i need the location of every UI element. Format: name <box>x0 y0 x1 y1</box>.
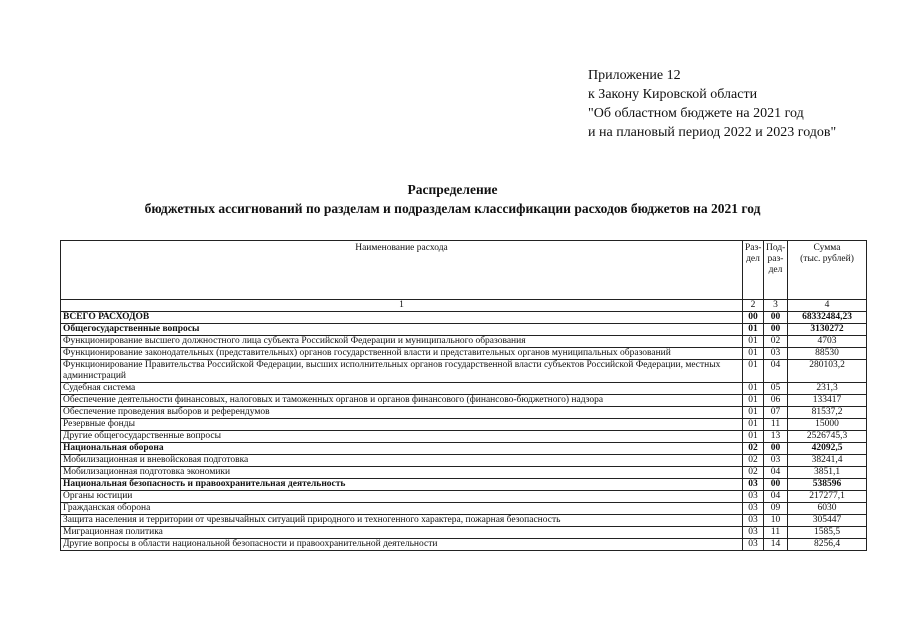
row-name-cell: ВСЕГО РАСХОДОВ <box>61 312 743 324</box>
row-sum-cell: 38241,4 <box>788 455 867 467</box>
row-name-cell: Обеспечение деятельности финансовых, налоговых и таможенных органов и органов финансового (финансово-бюджетного) надзора <box>61 395 743 407</box>
table-row <box>61 419 867 431</box>
row-name-cell: Другие общегосударственные вопросы <box>61 431 743 443</box>
row-name-cell: Функционирование Правительства Российской Федерации, высших исполнительных органов государственной власти субъектов Российской Федерации, местных администраций <box>61 360 743 383</box>
row-razdel-cell: 01 <box>743 383 764 395</box>
row-razdel-cell: 03 <box>743 515 764 527</box>
row-razdel-cell: 02 <box>743 467 764 479</box>
document-title <box>0 180 905 218</box>
row-podrazdel-cell: 14 <box>764 539 788 551</box>
appendix-line: "Об областном бюджете на 2021 год <box>588 106 804 121</box>
table-row <box>61 360 867 383</box>
table-row <box>61 431 867 443</box>
row-name-cell: Гражданская оборона <box>61 503 743 515</box>
row-razdel-cell: 01 <box>743 407 764 419</box>
row-name-cell: Национальная безопасность и правоохранительная деятельность <box>61 479 743 491</box>
row-podrazdel-cell: 07 <box>764 407 788 419</box>
row-razdel-cell: 01 <box>743 431 764 443</box>
appendix-block <box>588 66 836 142</box>
row-name-cell: Национальная оборона <box>61 443 743 455</box>
table-row <box>61 443 867 455</box>
row-name-cell: Защита населения и территории от чрезвычайных ситуаций природного и техногенного характера, пожарная безопасность <box>61 515 743 527</box>
row-podrazdel-cell: 04 <box>764 467 788 479</box>
row-name-cell: Органы юстиции <box>61 491 743 503</box>
title-line: бюджетных ассигнований по разделам и подразделам классификации расходов бюджетов на 2021 год <box>144 201 761 216</box>
row-razdel-cell: 00 <box>743 312 764 324</box>
header-number: 4 <box>788 300 867 312</box>
table-row <box>61 395 867 407</box>
header-name: Наименование расхода <box>61 241 743 300</box>
row-sum-cell: 88530 <box>788 348 867 360</box>
row-podrazdel-cell: 06 <box>764 395 788 407</box>
table-row <box>61 539 867 551</box>
table-row <box>61 383 867 395</box>
row-name-cell: Функционирование высшего должностного лица субъекта Российской Федерации и муниципального образования <box>61 336 743 348</box>
row-podrazdel-cell: 02 <box>764 336 788 348</box>
row-razdel-cell: 03 <box>743 491 764 503</box>
row-sum-cell: 1585,5 <box>788 527 867 539</box>
row-podrazdel-cell: 11 <box>764 419 788 431</box>
row-podrazdel-cell: 00 <box>764 312 788 324</box>
row-name-cell: Резервные фонды <box>61 419 743 431</box>
table-body <box>61 312 867 551</box>
row-razdel-cell: 02 <box>743 455 764 467</box>
row-name-cell: Мобилизационная и вневойсковая подготовка <box>61 455 743 467</box>
table-row <box>61 324 867 336</box>
header-number: 1 <box>61 300 743 312</box>
table-row <box>61 336 867 348</box>
row-razdel-cell: 01 <box>743 360 764 383</box>
row-sum-cell: 133417 <box>788 395 867 407</box>
row-name-cell: Общегосударственные вопросы <box>61 324 743 336</box>
row-name-cell: Обеспечение проведения выборов и референдумов <box>61 407 743 419</box>
row-razdel-cell: 03 <box>743 503 764 515</box>
row-sum-cell: 3130272 <box>788 324 867 336</box>
table-header-numbers-row <box>61 300 867 312</box>
appendix-line: к Закону Кировской области <box>588 87 758 102</box>
table-row <box>61 455 867 467</box>
row-podrazdel-cell: 09 <box>764 503 788 515</box>
table-row <box>61 467 867 479</box>
table-row <box>61 312 867 324</box>
table-header-row <box>61 241 867 300</box>
title-line: Распределение <box>407 182 498 197</box>
row-podrazdel-cell: 05 <box>764 383 788 395</box>
row-name-cell: Судебная система <box>61 383 743 395</box>
row-sum-cell: 305447 <box>788 515 867 527</box>
row-podrazdel-cell: 00 <box>764 324 788 336</box>
header-number: 2 <box>743 300 764 312</box>
table-row <box>61 348 867 360</box>
row-razdel-cell: 01 <box>743 395 764 407</box>
row-razdel-cell: 03 <box>743 539 764 551</box>
appendix-line: и на плановый период 2022 и 2023 годов" <box>588 125 837 140</box>
row-name-cell: Функционирование законодательных (представительных) органов государственной власти и представительных органов муниципальных образований <box>61 348 743 360</box>
header-razdel: Раз- дел <box>743 241 764 300</box>
row-podrazdel-cell: 04 <box>764 491 788 503</box>
row-sum-cell: 280103,2 <box>788 360 867 383</box>
row-name-cell: Другие вопросы в области национальной безопасности и правоохранительной деятельности <box>61 539 743 551</box>
row-name-cell: Мобилизационная подготовка экономики <box>61 467 743 479</box>
row-name-cell: Миграционная политика <box>61 527 743 539</box>
table-row <box>61 407 867 419</box>
table-row <box>61 527 867 539</box>
row-podrazdel-cell: 10 <box>764 515 788 527</box>
budget-table <box>60 240 867 551</box>
row-sum-cell: 8256,4 <box>788 539 867 551</box>
row-razdel-cell: 01 <box>743 336 764 348</box>
appendix-line: Приложение 12 <box>588 68 681 83</box>
table-row <box>61 479 867 491</box>
row-podrazdel-cell: 00 <box>764 479 788 491</box>
row-podrazdel-cell: 04 <box>764 360 788 383</box>
row-sum-cell: 4703 <box>788 336 867 348</box>
row-sum-cell: 538596 <box>788 479 867 491</box>
row-razdel-cell: 01 <box>743 324 764 336</box>
row-podrazdel-cell: 03 <box>764 455 788 467</box>
header-sum: Сумма (тыс. рублей) <box>788 241 867 300</box>
row-razdel-cell: 01 <box>743 419 764 431</box>
row-podrazdel-cell: 03 <box>764 348 788 360</box>
row-razdel-cell: 03 <box>743 479 764 491</box>
row-sum-cell: 15000 <box>788 419 867 431</box>
row-sum-cell: 2526745,3 <box>788 431 867 443</box>
row-podrazdel-cell: 11 <box>764 527 788 539</box>
table-row <box>61 491 867 503</box>
row-podrazdel-cell: 00 <box>764 443 788 455</box>
row-sum-cell: 217277,1 <box>788 491 867 503</box>
row-sum-cell: 231,3 <box>788 383 867 395</box>
row-sum-cell: 6030 <box>788 503 867 515</box>
row-razdel-cell: 02 <box>743 443 764 455</box>
row-razdel-cell: 01 <box>743 348 764 360</box>
row-sum-cell: 81537,2 <box>788 407 867 419</box>
row-sum-cell: 42092,5 <box>788 443 867 455</box>
header-podrazdel: Под- раз- дел <box>764 241 788 300</box>
table-row <box>61 503 867 515</box>
row-sum-cell: 3851,1 <box>788 467 867 479</box>
table-row <box>61 515 867 527</box>
header-number: 3 <box>764 300 788 312</box>
row-podrazdel-cell: 13 <box>764 431 788 443</box>
row-razdel-cell: 03 <box>743 527 764 539</box>
row-sum-cell: 68332484,23 <box>788 312 867 324</box>
